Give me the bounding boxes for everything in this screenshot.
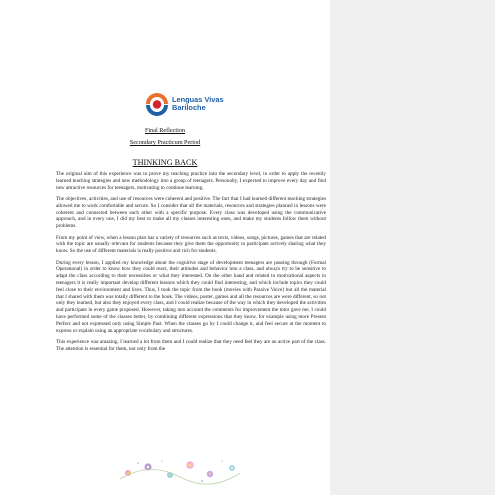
flower-5 — [207, 471, 213, 477]
document-subheading: Secondary Practicum Period — [129, 139, 201, 146]
logo-line-1: Lenguas Vivas — [172, 95, 224, 104]
paragraph-2: The objectives, activities, and use of resources were coherent and positive. The fact that I had learned different teaching strategies allowed me to work comfortable and secure. So I consider that all the materials, resources and strategies planned in lessons were coherent and connected between each other with a specific purpose. Every class was developed using the communicative approach, and in every one, I did my best to make all my classes interesting ones, and make my students follow them without problems. — [56, 195, 326, 230]
document-body — [56, 171, 326, 357]
viewer-side-panel — [330, 0, 495, 495]
logo-line-2: Bariloche — [172, 103, 206, 112]
logo-emblem-icon — [144, 91, 170, 117]
logo-red-dot — [153, 100, 161, 108]
paragraph-5: This experience was amazing. I learned a lot from them and I could realize that they need feel they are an active part of the class. The attention is essential for them, not only from the — [56, 338, 326, 352]
document-heading: Final Reflection — [144, 127, 186, 134]
paragraph-3: From my point of view, when a lesson plan has a variety of resources such as texts, videos, songs, pictures, games that are related with the topic are usually relevant for students because they give them the opportunity to participate actively sharing what they know. So the use of different materials is really positive and rich for students. — [56, 234, 326, 255]
flowers-decoration-icon — [110, 455, 250, 485]
paragraph-4: During every lesson, I applied my knowledge about the cognitive stage of development teenagers are passing through (Formal Operational) in order to know how they could react, their attitudes and behavior into a class, and always try to be sensitive to adapt the class according to their necessities or what they interested. On the other hand and related to motivational aspects in teenagers it is really important develop different lessons which they could find interesting, and which include topics they could feel close to their environment and lives. Thus, I took the topic from the book (movies with Passive Voice) but all the material that I shared with them was totally different to the book. The videos, poster, games and all the resources are were different, so not only they learned, but also they enjoyed every class, and I could realize because of the way in which they developed the activities and participate in every game proposed. However, taking into account the comments for improvement the tutor gave me, I could have performed some of the classes better, by combining different expressions that they know, for example using more Present Perfect and not expressed only using Simple Past. When the classes go by I could change it, and feel secure at the moment to express or explain using an appropriate vocabulary and structures. — [56, 259, 326, 334]
section-title: THINKING BACK — [132, 158, 198, 167]
logo-text — [172, 96, 224, 112]
institution-logo — [144, 91, 224, 121]
paragraph-1: The original aim of this experience was to prove my teaching practice into the secondary level, in order to apply the recently learned teaching strategies and new methodology into a group of teenagers. Personally, I expected to improve every day and find new attractive resources for teenagers, motivating to continue learning. — [56, 171, 326, 191]
flower-6 — [229, 465, 235, 471]
vine-line — [120, 469, 240, 484]
flower-4 — [186, 461, 194, 469]
